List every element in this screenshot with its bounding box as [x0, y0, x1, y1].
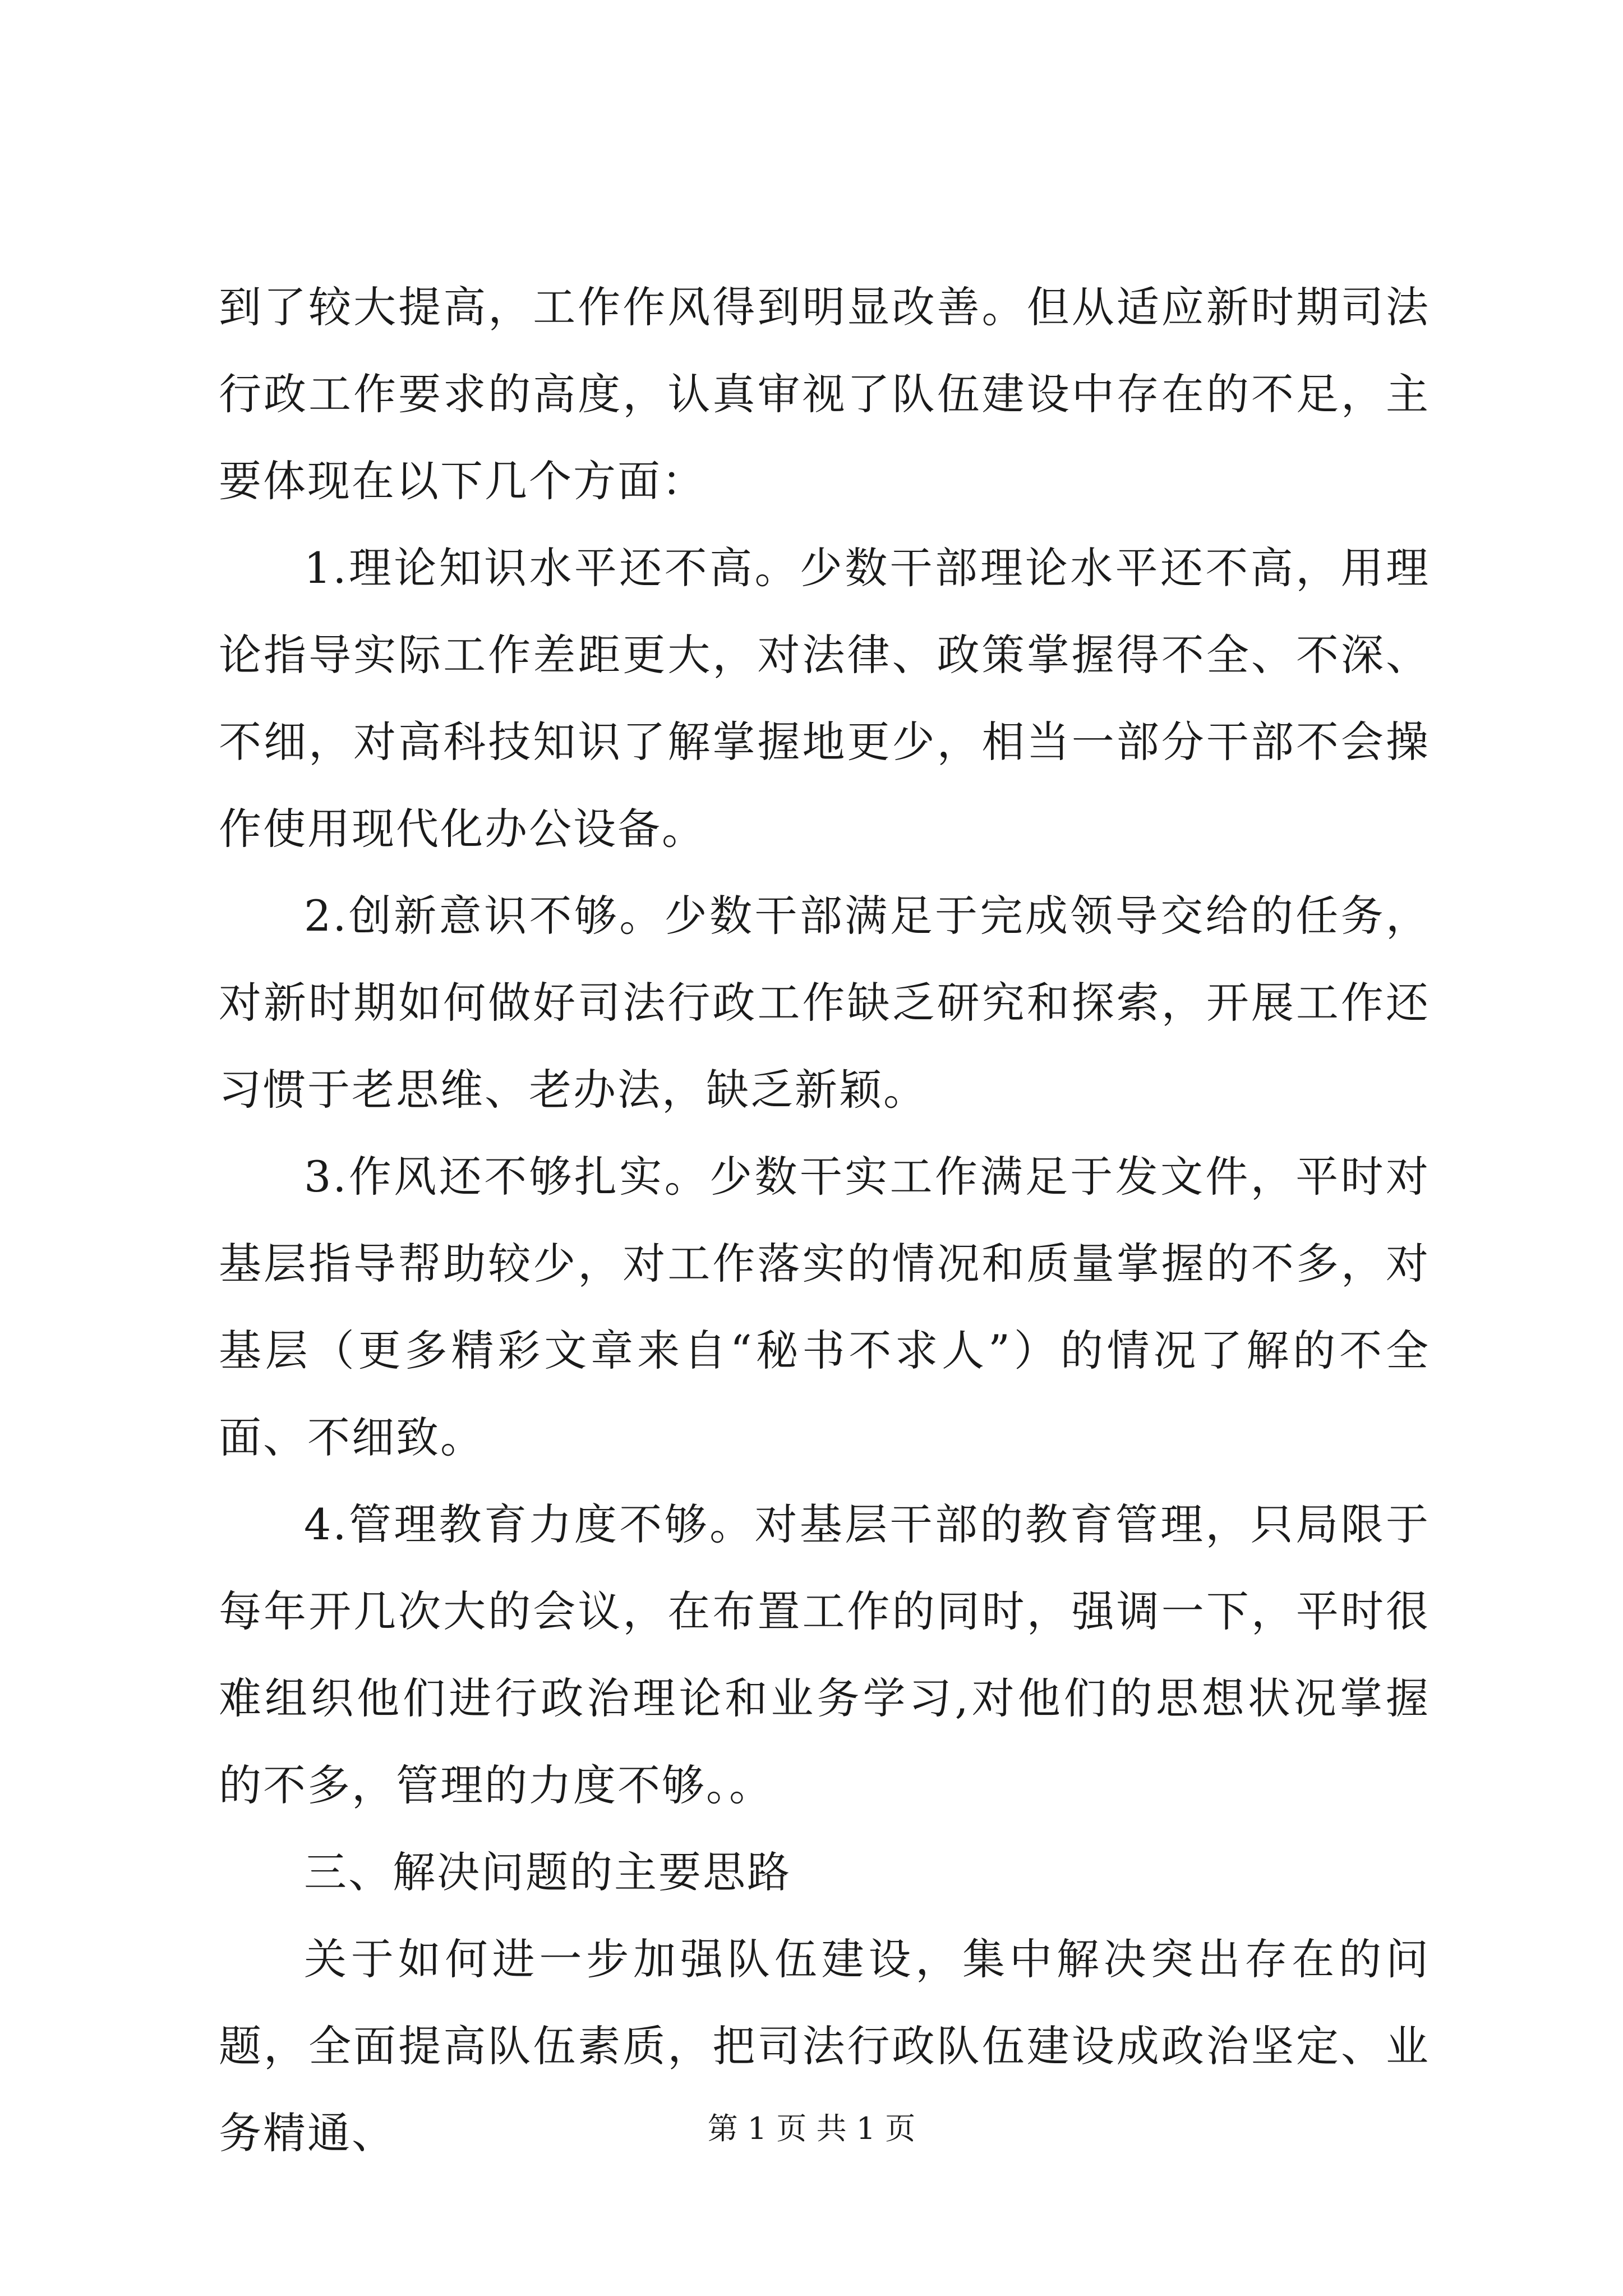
paragraph-4: 3.作风还不够扎实。少数干实工作满足于发文件，平时对基层指导帮助较少，对工作落实的情况和质量掌握的不多，对基层（更多精彩文章来自“秘书不求人”）的情况了解的不全面、不细致。: [219, 1152, 1430, 1462]
paragraph-1: 到了较大提高，工作作风得到明显改善。但从适应新时期司法行政工作要求的高度，认真审视了队伍建设中存在的不足，主要体现在以下几个方面：: [219, 282, 1430, 506]
section-heading: 三、解决问题的主要思路: [304, 1847, 791, 1897]
paragraph-7: 关于如何进一步加强队伍建设，集中解决突出存在的问题，全面提高队伍素质，把司法行政队伍建设成政治坚定、业务精通、: [219, 1934, 1430, 2158]
paragraph-5: 4.管理教育力度不够。对基层干部的教育管理，只局限于每年开几次大的会议，在布置工作的同时，强调一下，平时很难组织他们进行政治理论和业务学习,对他们的思想状况掌握的不多，管理的力度不够。。: [219, 1499, 1430, 1810]
paragraph-2: 1.理论知识水平还不高。少数干部理论水平还不高，用理论指导实际工作差距更大，对法律、政策掌握得不全、不深、不细，对高科技知识了解掌握地更少，相当一部分干部不会操作使用现代化办公设备。: [219, 543, 1430, 854]
paragraph-3: 2.创新意识不够。少数干部满足于完成领导交给的任务，对新时期如何做好司法行政工作缺乏研究和探索，开展工作还习惯于老思维、老办法，缺乏新颖。: [219, 891, 1430, 1115]
document-body: [219, 264, 1430, 2177]
page-footer: 第 1 页 共 1 页: [707, 2111, 916, 2146]
